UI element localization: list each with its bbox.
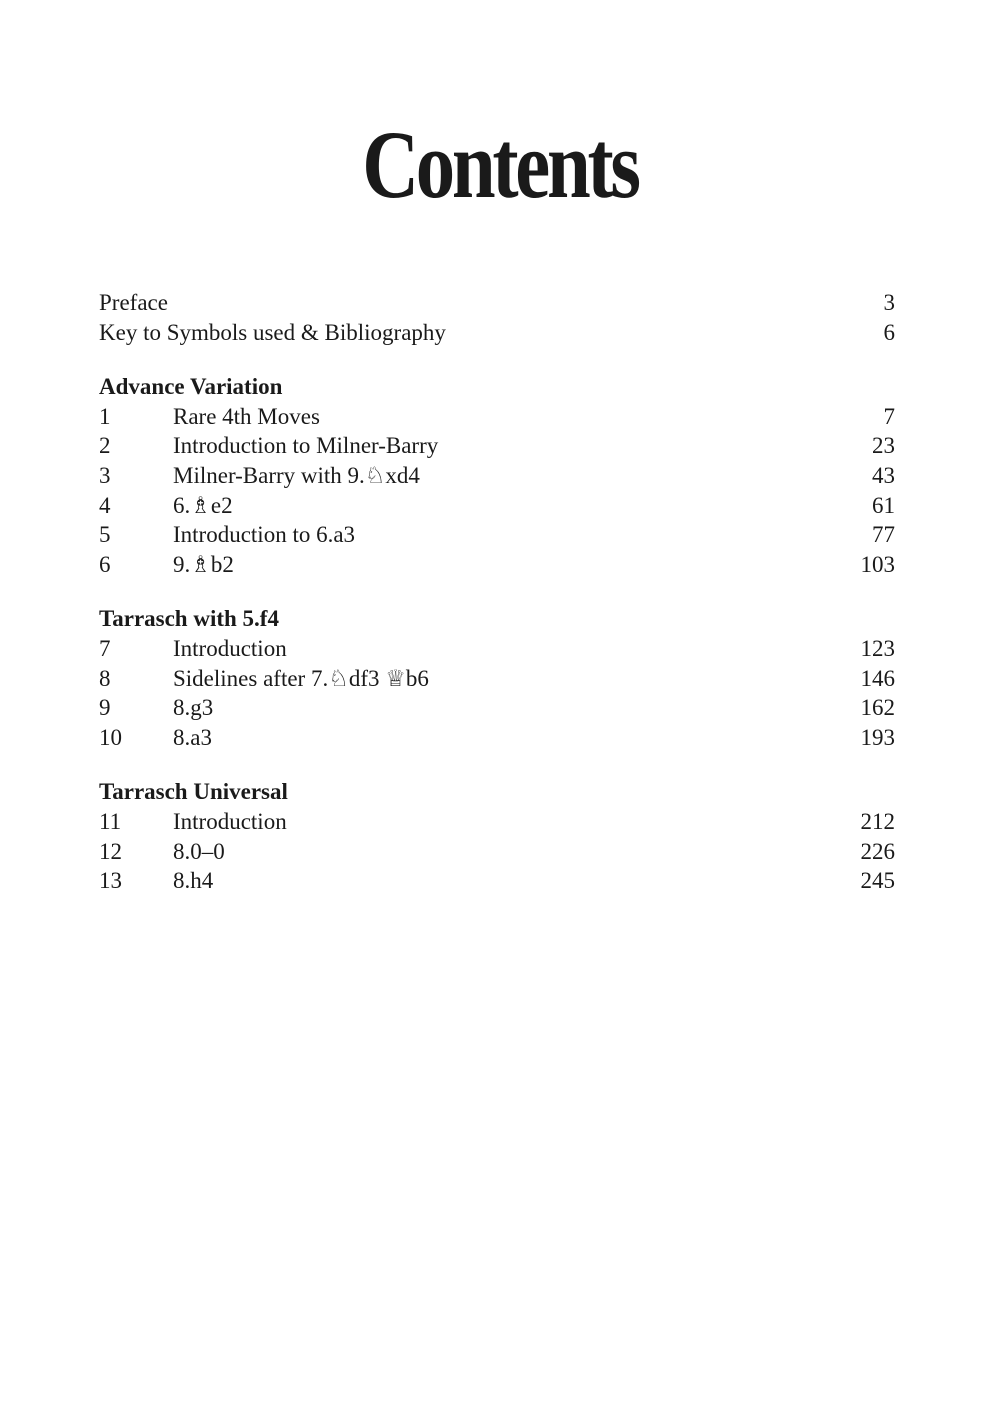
toc-chapter-row[interactable] (99, 693, 895, 723)
chapter-title: 8.a3 (173, 724, 212, 750)
chapter-title: Introduction (173, 635, 287, 661)
chapter-number: 9 (99, 695, 111, 721)
chapter-title: Introduction (173, 808, 287, 834)
toc-chapter-row[interactable] (99, 723, 895, 753)
chapter-number: 5 (99, 522, 111, 548)
toc-chapter-row[interactable] (99, 491, 895, 521)
chapter-page: 23 (872, 433, 895, 459)
chapter-title: 9.♗b2 (173, 551, 234, 577)
chapter-page: 43 (872, 462, 895, 488)
section-heading: Tarrasch with 5.f4 (99, 606, 279, 632)
chapter-number: 3 (99, 462, 111, 488)
chapter-title: Rare 4th Moves (173, 403, 320, 429)
chapter-page: 212 (860, 808, 895, 834)
toc-chapter-row[interactable] (99, 634, 895, 664)
toc-entry-title: Key to Symbols used & Bibliography (99, 319, 446, 345)
chapter-page: 77 (872, 522, 895, 548)
chapter-page: 7 (883, 403, 895, 429)
toc-chapter-row[interactable] (99, 461, 895, 491)
chapter-title: Milner-Barry with 9.♘xd4 (173, 462, 420, 488)
chapter-number: 4 (99, 492, 111, 518)
chapter-title: Sidelines after 7.♘df3 ♕b6 (173, 665, 429, 691)
toc-section-tarrasch-universal (99, 777, 895, 895)
chapter-title: 8.g3 (173, 695, 214, 721)
toc-section-tarrasch-5f4 (99, 604, 895, 752)
toc-chapter-row[interactable] (99, 664, 895, 694)
toc-entry-page: 3 (883, 290, 895, 315)
toc-chapter-row[interactable] (99, 550, 895, 580)
toc-entry-page: 6 (883, 319, 895, 345)
chapter-page: 103 (860, 551, 895, 577)
chapter-number: 6 (99, 551, 111, 577)
toc-entry-preface[interactable] (99, 288, 895, 318)
chapter-page: 162 (860, 695, 895, 721)
chapter-title: Introduction to 6.a3 (173, 522, 356, 548)
toc-chapter-row[interactable] (99, 866, 895, 896)
section-heading: Advance Variation (99, 374, 283, 400)
chapter-page: 245 (860, 868, 895, 894)
chapter-page: 123 (860, 635, 895, 661)
section-heading: Tarrasch Universal (99, 779, 288, 805)
toc-chapter-row[interactable] (99, 837, 895, 867)
chapter-title: 8.h4 (173, 868, 214, 894)
chapter-page: 146 (860, 665, 895, 691)
chapter-number: 12 (99, 838, 122, 864)
chapter-number: 13 (99, 868, 122, 894)
chapter-number: 7 (99, 635, 111, 661)
toc-section-advance-variation (99, 372, 895, 579)
chapter-page: 226 (860, 838, 895, 864)
chapter-page: 61 (872, 492, 895, 518)
page-title: Contents (362, 111, 638, 218)
toc-chapter-row[interactable] (99, 402, 895, 432)
toc-entry-title: Preface (99, 290, 168, 315)
toc-chapter-row[interactable] (99, 431, 895, 461)
chapter-number: 2 (99, 433, 111, 459)
chapter-title: Introduction to Milner-Barry (173, 433, 439, 459)
chapter-number: 11 (99, 808, 122, 834)
table-of-contents (99, 288, 895, 896)
chapter-page: 193 (860, 724, 895, 750)
toc-chapter-row[interactable] (99, 807, 895, 837)
chapter-title: 8.0–0 (173, 838, 225, 864)
chapter-number: 1 (99, 403, 111, 429)
toc-chapter-row[interactable] (99, 520, 895, 550)
chapter-title: 6.♗e2 (173, 492, 233, 518)
chapter-number: 8 (99, 665, 111, 691)
chapter-number: 10 (99, 724, 122, 750)
toc-entry-key-to-symbols[interactable] (99, 318, 895, 348)
